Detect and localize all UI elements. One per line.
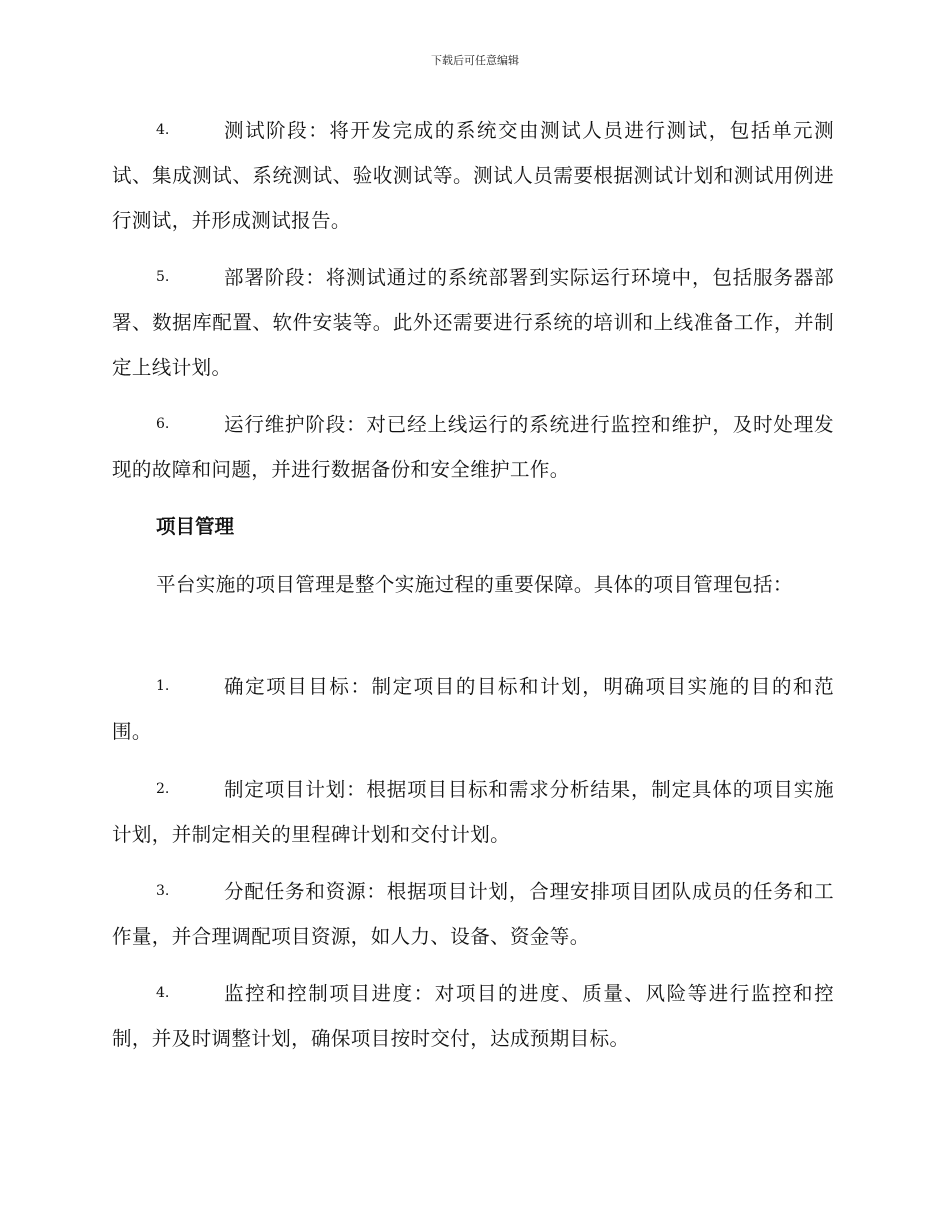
list-number: 4. <box>156 985 170 1001</box>
page-header: 下载后可任意编辑 <box>431 54 519 67</box>
list-item-maintenance-phase <box>112 402 834 492</box>
list-number: 3. <box>156 883 170 899</box>
list-item-testing-phase <box>112 108 834 243</box>
list-item-make-plan <box>112 767 834 857</box>
list-item-text: 监控和控制项目进度：对项目的进度、质量、风险等进行监控和控制，并及时调整计划，确保项目按时交付，达成预期目标。 <box>112 982 834 1050</box>
list-item-define-goals <box>112 664 834 754</box>
list-number: 2. <box>156 781 170 797</box>
section-intro-paragraph: 平台实施的项目管理是整个实施过程的重要保障。具体的项目管理包括： <box>156 573 793 596</box>
list-item-text: 确定项目目标：制定项目的目标和计划，明确项目实施的目的和范围。 <box>112 675 834 743</box>
list-number: 1. <box>156 678 170 694</box>
list-number: 5. <box>156 269 170 285</box>
list-item-text: 运行维护阶段：对已经上线运行的系统进行监控和维护，及时处理发现的故障和问题，并进行数据备份和安全维护工作。 <box>112 413 834 481</box>
list-item-text: 部署阶段：将测试通过的系统部署到实际运行环境中，包括服务器部署、数据库配置、软件安装等。此外还需要进行系统的培训和上线准备工作，并制定上线计划。 <box>112 266 834 379</box>
list-item-text: 制定项目计划：根据项目目标和需求分析结果，制定具体的项目实施计划，并制定相关的里程碑计划和交付计划。 <box>112 778 834 846</box>
list-item-text: 分配任务和资源：根据项目计划，合理安排项目团队成员的任务和工作量，并合理调配项目资源，如人力、设备、资金等。 <box>112 880 834 948</box>
section-heading: 项目管理 <box>156 515 235 538</box>
list-number: 4. <box>156 122 170 138</box>
list-item-text: 测试阶段：将开发完成的系统交由测试人员进行测试，包括单元测试、集成测试、系统测试、验收测试等。测试人员需要根据测试计划和测试用例进行测试，并形成测试报告。 <box>112 119 834 232</box>
list-item-deployment-phase <box>112 255 834 390</box>
list-item-monitor-progress <box>112 971 834 1061</box>
list-item-assign-resources <box>112 869 834 959</box>
list-number: 6. <box>156 416 170 432</box>
